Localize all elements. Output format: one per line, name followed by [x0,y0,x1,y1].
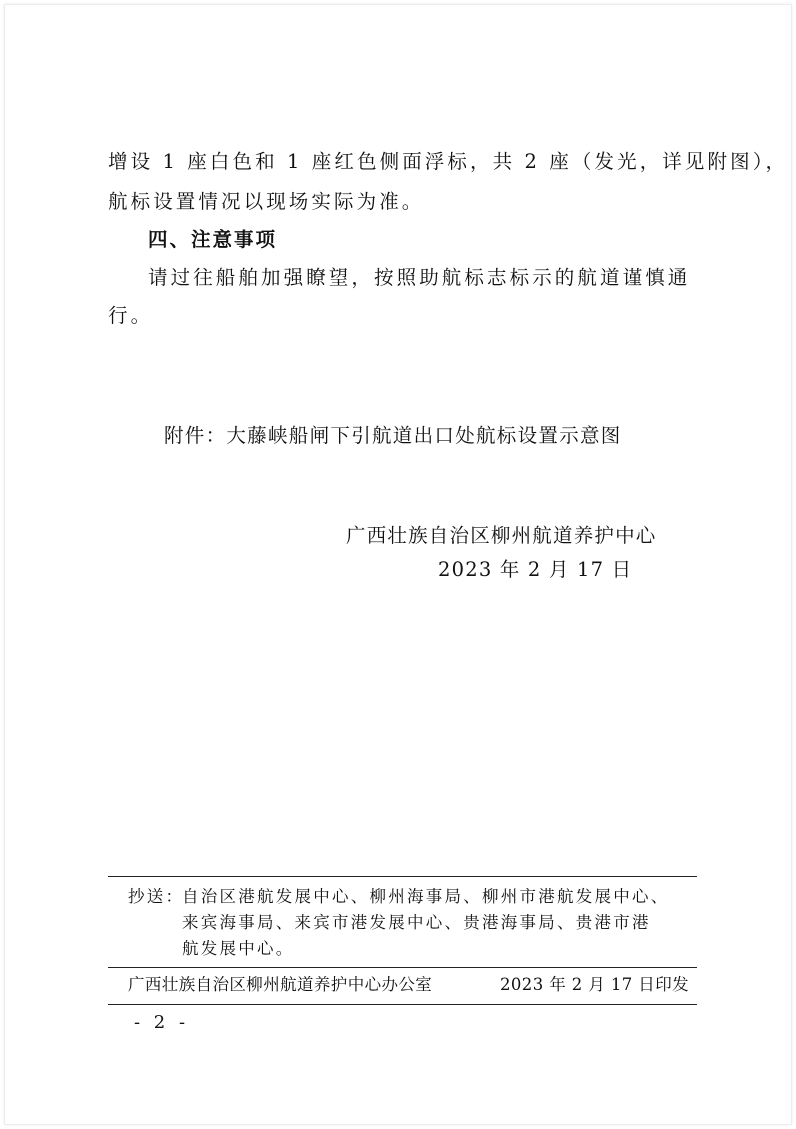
issuing-office: 广西壮族自治区柳州航道养护中心办公室 [128,975,433,994]
section-heading: 四、注意事项 [148,228,278,251]
signature-organization: 广西壮族自治区柳州航道养护中心 [346,524,657,547]
cc-label: 抄送： [128,887,185,906]
middle-rule [108,967,697,968]
cc-recipients-line: 航发展中心。 [182,939,295,958]
paragraph-line: 行。 [108,304,154,327]
top-rule [108,876,697,877]
attachment-note: 附件：大藤峡船闸下引航道出口处航标设置示意图 [164,424,622,447]
cc-recipients-line: 自治区港航发展中心、柳州海事局、柳州市港航发展中心、 [182,887,670,906]
bottom-rule [108,1004,697,1005]
cc-recipients-line: 来宾海事局、来宾市港发展中心、贵港海事局、贵港市港 [182,913,651,932]
paragraph-line: 增设 1 座白色和 1 座红色侧面浮标，共 2 座（发光，详见附图）， [108,150,789,173]
signature-date: 2023 年 2 月 17 日 [438,558,633,581]
page-number: - 2 - [134,1012,190,1033]
paragraph-line: 航标设置情况以现场实际为准。 [108,190,425,213]
issue-date: 2023 年 2 月 17 日印发 [500,975,690,994]
paragraph-line: 请过往船舶加强瞭望，按照助航标志标示的航道谨慎通 [148,266,691,289]
